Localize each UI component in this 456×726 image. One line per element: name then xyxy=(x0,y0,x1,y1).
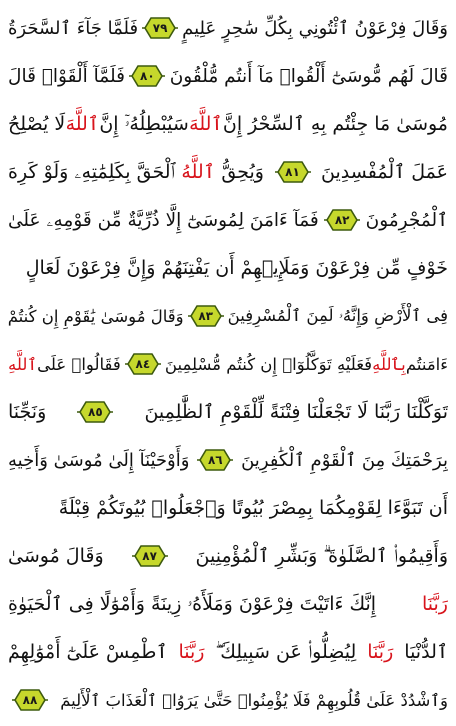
text-line xyxy=(8,388,448,436)
text-line xyxy=(8,196,448,244)
text-line xyxy=(8,4,448,52)
divine-name-text: رَبَّنَا xyxy=(422,593,448,615)
text-line xyxy=(8,340,448,388)
verse-text: فَلَمَّا جَآءَ ٱلسَّحَرَةُ xyxy=(8,17,139,39)
verse-text: بِرَحْمَتِكَ مِنَ ٱلْقَوْمِ ٱلْكَٰفِرِينَ xyxy=(241,449,448,471)
divine-name-text: رَبَّنَا xyxy=(178,641,205,663)
text-line xyxy=(8,676,448,724)
verse-end-marker xyxy=(141,15,179,41)
verse-text: وَقَالَ فِرْعَوْنُ ٱئْتُونِي بِكُلِّ سَٰحِرٍ عَلِيمٍ xyxy=(182,17,448,39)
verse-text: لِيُضِلُّوا۟ عَن سَبِيلِكَ ۖ xyxy=(215,641,357,663)
verse-text: خَوْفٍ مِّن فِرْعَوْنَ وَمَلَإِي۟هِمْ أَن يَفْتِنَهُمْ وَإِنَّ فِرْعَوْنَ لَعَالٍ xyxy=(25,257,448,279)
verse-text: ٱلْحَقَّ بِكَلِمَٰتِهِۦ وَلَوْ كَرِهَ xyxy=(8,161,175,183)
verse-text: ٱطْمِسْ عَلَىٰٓ أَمْوَٰلِهِمْ xyxy=(8,641,168,663)
text-line xyxy=(8,628,448,676)
verse-number: ٨٨ xyxy=(22,693,38,707)
verse-text: فَعَلَيْهِ تَوَكَّلُوٓا۟ إِن كُنتُم مُّسْلِمِينَ xyxy=(164,354,373,374)
text-line xyxy=(8,52,448,100)
verse-end-marker xyxy=(274,159,312,185)
verse-text: وَٱشْدُدْ عَلَىٰ قُلُوبِهِمْ فَلَا يُؤْمِنُوا۟ حَتَّىٰ يَرَوُا۟ ٱلْعَذَابَ ٱلْأَلِيمَ xyxy=(60,690,448,710)
text-line xyxy=(8,292,448,340)
verse-text: وَنَجِّنَا xyxy=(8,401,47,423)
text-line xyxy=(8,100,448,148)
verse-text: ٱلْمُجْرِمُونَ xyxy=(365,209,448,231)
verse-end-marker xyxy=(11,687,49,713)
text-line xyxy=(8,484,448,532)
divine-name-text: ٱللَّهَ xyxy=(189,113,223,135)
verse-number: ٨١ xyxy=(285,165,300,179)
verse-text: أَن تَبَوَّءَا لِقَوْمِكُمَا بِمِصْرَ بُيُوتًا وَٱجْعَلُوا۟ بُيُوتَكُمْ قِبْلَةً xyxy=(58,497,448,519)
verse-text: قَالَ لَهُم مُّوسَىٰٓ أَلْقُوا۟ مَآ أَنتُم مُّلْقُونَ xyxy=(169,65,448,87)
verse-text: فَمَآ ءَامَنَ لِمُوسَىٰٓ إِلَّا ذُرِّيَّةٌ مِّن قَوْمِهِۦ عَلَىٰ xyxy=(8,209,319,231)
verse-text: وَأَوْحَيْنَآ إِلَىٰ مُوسَىٰ وَأَخِيهِ xyxy=(8,449,190,471)
verse-number: ٧٩ xyxy=(152,21,168,35)
verse-text: وَيُحِقُّ xyxy=(221,161,264,183)
divine-name-text: ٱللَّهِ xyxy=(8,354,38,374)
divine-name-text: ٱللَّهَ xyxy=(65,113,99,135)
verse-end-marker xyxy=(124,351,162,377)
verse-text: وَأَقِيمُوا۟ ٱلصَّلَوٰةَ ۗ وَبَشِّرِ ٱلْمُؤْمِنِينَ xyxy=(195,545,448,567)
verse-end-marker xyxy=(131,543,169,569)
divine-name-text: بِٱللَّهِ xyxy=(372,354,406,374)
verse-number: ٨٦ xyxy=(207,453,223,467)
text-line xyxy=(8,580,448,628)
verse-text: ءَامَنتُم xyxy=(405,354,448,374)
verse-end-marker xyxy=(196,447,234,473)
verse-text: إِنَّكَ ءَاتَيْتَ فِرْعَوْنَ وَمَلَأَهُۥ زِينَةً وَأَمْوَٰلًا فِى ٱلْحَيَوٰةِ xyxy=(8,593,377,615)
verse-number: ٨٤ xyxy=(135,357,151,371)
verse-number: ٨٣ xyxy=(198,309,213,323)
divine-name-text: رَبَّنَا xyxy=(367,641,394,663)
text-line xyxy=(8,244,448,292)
verse-text: مُوسَىٰ مَا جِئْتُم بِهِ ٱلسِّحْرُ إِنَّ xyxy=(222,113,448,135)
verse-text: عَمَلَ ٱلْمُفْسِدِينَ xyxy=(321,161,448,183)
verse-end-marker xyxy=(128,63,166,89)
verse-text: فَلَمَّآ أَلْقَوْا۟ قَالَ xyxy=(8,65,125,87)
verse-end-marker xyxy=(187,303,225,329)
verse-text: تَوَكَّلْنَا رَبَّنَا لَا تَجْعَلْنَا فِتْنَةً لِّلْقَوْمِ ٱلظَّٰلِمِينَ xyxy=(144,401,448,423)
verse-text: فِى ٱلْأَرْضِ وَإِنَّهُۥ لَمِنَ ٱلْمُسْرِفِينَ xyxy=(227,306,448,325)
verse-end-marker xyxy=(323,207,361,233)
text-line xyxy=(8,532,448,580)
verse-number: ٨٥ xyxy=(88,405,103,419)
text-line xyxy=(8,148,448,196)
divine-name-text: ٱللَّهُ xyxy=(181,161,215,183)
verse-number: ٨٢ xyxy=(334,213,350,227)
text-line xyxy=(8,436,448,484)
verse-text: ٱلدُّنْيَا xyxy=(404,641,448,663)
verse-text: فَقَالُوا۟ عَلَى xyxy=(37,354,121,374)
verse-text: وَقَالَ مُوسَىٰ xyxy=(8,545,104,567)
verse-end-marker xyxy=(76,399,114,425)
verse-number: ٨٠ xyxy=(140,69,155,83)
verse-text: لَا يُصْلِحُ xyxy=(8,113,66,135)
verse-text: سَيُبْطِلُهُۥٓ إِنَّ xyxy=(99,113,189,135)
verse-text: وَقَالَ مُوسَىٰ يَٰقَوْمِ إِن كُنتُمْ xyxy=(8,306,184,326)
verse-number: ٨٧ xyxy=(142,549,157,563)
